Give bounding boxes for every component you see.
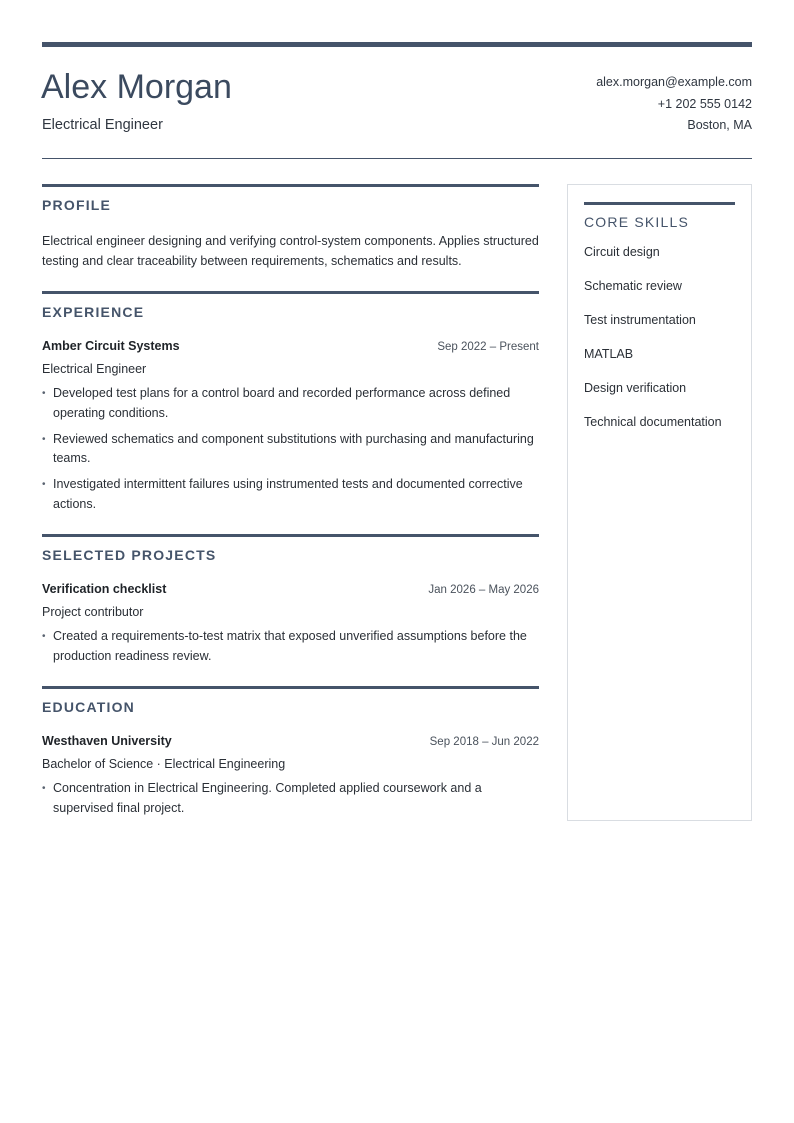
sidebar-heading: CORE SKILLS xyxy=(584,214,690,230)
bullet-item: • Investigated intermittent failures using instrumented tests and documented corrective actions. xyxy=(42,475,539,514)
entry-dates: Sep 2022 – Present xyxy=(437,341,539,353)
section-heading: EXPERIENCE xyxy=(42,304,145,320)
contact-email[interactable]: alex.morgan@example.com xyxy=(596,75,752,89)
skill-item: Schematic review xyxy=(584,279,682,293)
entry-role: Project contributor xyxy=(42,605,144,619)
sidebar-accent-rule xyxy=(584,202,735,205)
bullet-item: • Reviewed schematics and component substitutions with purchasing and manufacturing teams. xyxy=(42,430,539,469)
contact-phone[interactable]: +1 202 555 0142 xyxy=(657,96,752,111)
contact-location: Boston, MA xyxy=(687,118,752,132)
section-heading: SELECTED PROJECTS xyxy=(42,547,217,563)
candidate-title: Electrical Engineer xyxy=(42,117,163,133)
entry-organization: Amber Circuit Systems xyxy=(42,339,180,353)
bullet-list xyxy=(42,384,539,514)
skills-panel xyxy=(584,202,735,448)
experience-section xyxy=(42,291,539,514)
entry-header xyxy=(42,338,539,355)
bullet-list xyxy=(42,779,539,818)
candidate-name: Alex Morgan xyxy=(41,68,232,106)
projects-section xyxy=(42,534,539,666)
bullet-item: • Developed test plans for a control board and recorded performance across defined operating conditions. xyxy=(42,384,539,423)
profile-section xyxy=(42,184,539,271)
skill-item: Test instrumentation xyxy=(584,313,696,327)
main-column xyxy=(42,184,539,838)
header-divider xyxy=(42,158,752,159)
entry-role: Bachelor of Science · Electrical Engineering xyxy=(42,757,286,771)
entry-dates: Jan 2026 – May 2026 xyxy=(428,584,539,596)
education-section xyxy=(42,686,539,818)
skills-sidebar xyxy=(567,184,752,821)
skill-item: Circuit design xyxy=(584,245,660,259)
bullet-item: • Concentration in Electrical Engineering. Completed applied coursework and a supervised final project. xyxy=(42,779,539,818)
section-heading: PROFILE xyxy=(42,197,112,213)
profile-text: Electrical engineer designing and verifying control-system components. Applies structured testing and clear traceability between requirements, schematics and results. xyxy=(42,234,539,268)
skill-item: MATLAB xyxy=(584,347,634,361)
contact-block xyxy=(596,73,752,138)
entry-organization: Verification checklist xyxy=(42,582,167,596)
skill-item: Technical documentation xyxy=(584,415,722,429)
skill-item: Design verification xyxy=(584,381,687,395)
education-entry xyxy=(42,733,539,818)
top-accent-rule xyxy=(42,42,752,47)
experience-entry xyxy=(42,338,539,514)
entry-organization: Westhaven University xyxy=(42,734,172,748)
project-entry xyxy=(42,581,539,666)
section-heading: EDUCATION xyxy=(42,699,135,715)
entry-dates: Sep 2018 – Jun 2022 xyxy=(429,736,539,748)
bullet-list xyxy=(42,627,539,666)
entry-header xyxy=(42,733,539,750)
entry-header xyxy=(42,581,539,598)
bullet-item: • Created a requirements-to-test matrix that exposed unverified assumptions before the production readiness review. xyxy=(42,627,539,666)
entry-role: Electrical Engineer xyxy=(42,362,147,376)
